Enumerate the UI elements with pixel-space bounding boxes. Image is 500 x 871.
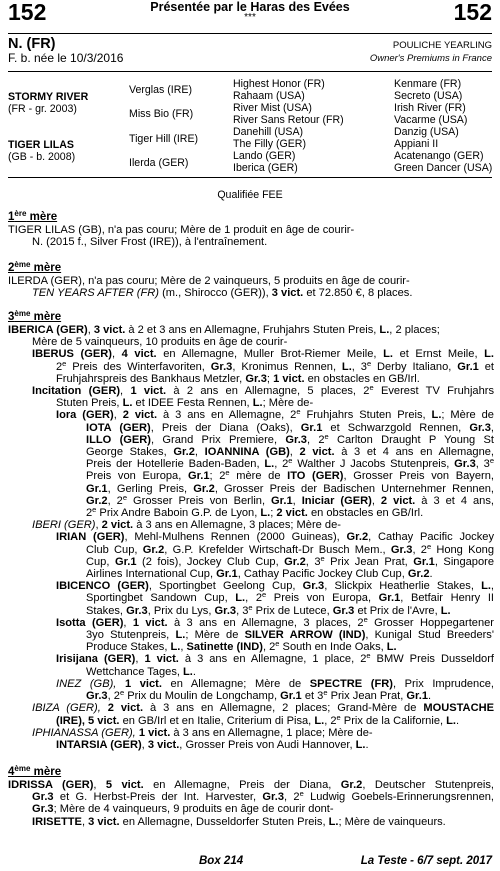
iora-line-1: Iora (GER), 2 vict. à 3 ans en Allemagne, 2e Fruhjahrs Stuten Preis, L.; Mère de: [56, 409, 494, 422]
baboin-line: 2e Prix Andre Baboin G.P. de Lyon, L.; 2 vict. en obstacles en GB/Irl.: [86, 507, 424, 520]
produce-line: Produce Stakes, L., Satinette (IND), 2e South en Inde Oaks, L.: [86, 641, 397, 654]
pedigree-gen4-6: Appiani II: [394, 138, 439, 150]
consignor-title: Présentée par le Haras des Evées: [150, 0, 350, 14]
second-dam-line-1: ILERDA (GER), n'a pas couru; Mère de 2 vainqueurs, 5 produits en âge de courir-: [8, 275, 410, 287]
stakes-line: Stakes, Gr.3, Prix du Lys, Gr.3, 3e Prix de Lutece, Gr.3 et Prix de l'Avre, L.: [86, 604, 451, 617]
iphianassa-line: IPHIANASSA (GER), 1 vict. à 3 ans en Allemagne, 1 place; Mère de-: [32, 726, 373, 739]
first-dam-line-2: N. (2015 f., Silver Frost (IRE)), à l'entraînement.: [32, 236, 268, 249]
section-heading-2: 2ème mère: [8, 260, 62, 274]
second-dam-line-2: TEN YEARS AFTER (FR) (m., Shirocco (GER)), 3 vict. et 72.850 €, 8 places.: [32, 287, 413, 300]
iberus-line-3: Fruhjahrspreis des Bankhaus Metzler, Gr.3; 1 vict. en obstacles en GB/Irl.: [56, 372, 420, 385]
first-dam-line-1: TIGER LILAS (GB), n'a pas couru; Mère de 1 produit en âge de courir-: [8, 224, 355, 236]
pedigree-dam-info: (GB - b. 2008): [8, 151, 76, 163]
pedigree-gen3-1: Highest Honor (FR): [233, 78, 325, 90]
stutenpreis-line: 3yo Stutenpreis, L.; Mère de SILVER ARROW (IND), Kunigal Stud Breeders': [86, 629, 494, 642]
pedigree-gen3-5: Danehill (USA): [233, 126, 304, 138]
ibiza-line: IBIZA (GER), 2 vict. à 3 ans en Allemagne, 2 places; Grand-Mère de MOUSTACHE: [32, 702, 494, 715]
section-fourth-dam: [8, 766, 494, 828]
pedigree-sire-info: (FR - gr. 2003): [8, 103, 77, 115]
pedigree-bottom-rule: [8, 177, 492, 178]
section-heading-1: 1ère mère: [8, 209, 58, 223]
pedigree-gen4-5: Danzig (USA): [394, 126, 459, 138]
incitation-line-2: Stuten Preis, L. et IDEE Festa Rennen, L.; Mère de-: [56, 397, 314, 410]
airlines-line: Airlines International Cup, Gr.1, Cathay Pacific Jockey Club Cup, Gr.2.: [86, 568, 433, 581]
pedigree-gen2-2: Miss Bio (FR): [129, 108, 194, 120]
idrissa-line-1: IDRISSA (GER), 5 vict. en Allemagne, Preis der Diana, Gr.2, Deutscher Stutenpreis,: [8, 779, 494, 791]
consignor-stars: ***: [244, 12, 256, 23]
footer-sale: La Teste - 6/7 sept. 2017: [360, 855, 492, 867]
pedigree-top-rule: [8, 71, 492, 72]
irisijana-line: Irisijana (GER), 1 vict. à 3 ans en Allemagne, 1 place, 2e BMW Preis Dusseldorf: [56, 653, 494, 666]
pedigree-gen3-7: Lando (GER): [233, 150, 296, 162]
inez-line: INEZ (GB), 1 vict. en Allemagne; Mère de SPECTRE (FR), Prix Imprudence,: [56, 677, 494, 690]
iberica-line-2: Mère de 5 vainqueurs, 10 produits en âge de courir-: [32, 336, 288, 349]
irisette-line: IRISETTE, 3 vict. en Allemagne, Dusseldorfer Stuten Preis, L.; Mère de vainqueurs.: [32, 815, 446, 828]
gerling-line: Gr.1, Gerling Preis, Gr.2, Grosser Preis der Badischen Unternehmer Rennen,: [86, 482, 494, 495]
lot-number-left: 152: [8, 0, 47, 25]
longchamp-line: Gr.3, 2e Prix du Moulin de Longchamp, Gr.1 et 3e Prix Jean Prat, Gr.1.: [86, 690, 432, 703]
illo-line: ILLO (GER), Grand Prix Premiere, Gr.3, 2e Carlton Draught P Young St: [86, 433, 494, 446]
pedigree-gen4-8: Green Dancer (USA): [394, 162, 493, 174]
ibicenco-line: IBICENCO (GER), Sportingbet Geelong Cup, Gr.3, Slickpix Heatherlie Stakes, L.,: [56, 580, 494, 593]
pedigree-gen2-4: Ilerda (GER): [129, 157, 189, 169]
pedigree-gen3-8: Iberica (GER): [233, 162, 298, 174]
section-heading-4: 4ème mère: [8, 764, 62, 778]
pedigree-gen2-3: Tiger Hill (IRE): [129, 133, 199, 145]
iota-line: IOTA (GER), Preis der Diana (Oaks), Gr.1 et Schwarzgold Rennen, Gr.3,: [86, 421, 494, 434]
moustache-line: (IRE), 5 vict. en GB/Irl et en Italie, Criterium di Pisa, L., 2e Prix de la Californie, L..: [56, 714, 460, 727]
isotta-line: Isotta (GER), 1 vict. à 3 ans en Allemagne, 3 places, 2e Grosser Hoppegartener: [56, 616, 494, 629]
pedigree-gen4-2: Secreto (USA): [394, 90, 463, 102]
clubcup-line: Club Cup, Gr.2, G.P. Krefelder Wirtschaft-Dr Busch Mem., Gr.3, 2e Hong Kong: [86, 543, 494, 556]
section-heading-3: 3ème mère: [8, 309, 62, 323]
sex-label: POULICHE YEARLING: [392, 40, 492, 51]
pedigree-gen4-1: Kenmare (FR): [394, 78, 462, 90]
pedigree-gen2-1: Verglas (IRE): [129, 84, 192, 96]
footer-box: Box 214: [199, 855, 244, 867]
section-first-dam: [8, 211, 494, 248]
pedigree-dam: TIGER LILAS: [8, 139, 74, 151]
qualification: Qualifiée FEE: [217, 189, 283, 201]
section-second-dam: [8, 262, 494, 299]
header-rule: [8, 33, 492, 34]
iberica-line-1: IBERICA (GER), 3 vict. à 2 et 3 ans en Allemagne, Fruhjahrs Stuten Preis, L., 2 places;: [8, 324, 440, 336]
pedigree-gen4-4: Vacarme (USA): [394, 114, 468, 126]
pedigree-gen3-6: The Filly (GER): [233, 138, 306, 150]
iberus-line-2: 2e Preis des Winterfavoriten, Gr.3, Kronimus Rennen, L., 3e Derby Italiano, Gr.1 et: [56, 360, 494, 373]
pedigree-sire: STORMY RIVER: [8, 91, 89, 103]
pedigree-gen4-7: Acatenango (GER): [394, 150, 484, 162]
pedigree-gen3-4: River Sans Retour (FR): [233, 114, 344, 126]
pedigree-gen4-3: Irish River (FR): [394, 102, 466, 114]
horse-birth: F. b. née le 10/3/2016: [8, 51, 124, 65]
idrissa-line-2: Gr.3 et G. Herbst-Preis der Int. Harvester, Gr.3, 2e Ludwig Goebels-Erinnerungsrennen,: [32, 791, 494, 804]
section-third-dam: [8, 311, 494, 751]
irian-line: IRIAN (GER), Mehl-Mulhens Rennen (2000 Guineas), Gr.2, Cathay Pacific Jockey: [56, 531, 494, 544]
george-line: George Stakes, Gr.2, IOANNINA (GB), 2 vict. à 3 et 4 ans en Allemagne,: [86, 446, 494, 459]
hotellerie-line: Preis der Hotellerie Baden-Baden, L., 2e Walther J Jacobs Stutenpreis, Gr.3, 3e: [86, 458, 494, 471]
incitation-line-1: Incitation (GER), 1 vict. à 2 ans en Allemagne, 5 places, 2e Everest TV Fruhjahrs: [32, 385, 494, 398]
owner-premiums-note: Owner's Premiums in France: [369, 53, 492, 64]
berlin-line: Gr.2, 2e Grosser Preis von Berlin, Gr.1, Iniciar (GER), 2 vict. à 3 et 4 ans,: [86, 494, 494, 507]
pedigree-gen3-2: Rahaam (USA): [233, 90, 305, 102]
horse-name: N. (FR): [8, 36, 56, 52]
wettchance-line: Wettchance Tages, L..: [86, 665, 196, 678]
pedigree-gen3-3: River Mist (USA): [233, 102, 312, 114]
cup-line: Cup, Gr.1 (2 fois), Jockey Club Cup, Gr.2, 3e Prix Jean Prat, Gr.1, Singapore: [86, 555, 494, 568]
lot-number-right: 152: [453, 0, 492, 25]
europa-line: Preis von Europa, Gr.1; 2e mère de ITO (GER), Grosser Preis von Bayern,: [86, 470, 494, 483]
intarsia-line: INTARSIA (GER), 3 vict., Grosser Preis von Audi Hannover, L..: [56, 738, 369, 751]
idrissa-line-3: Gr.3; Mère de 4 vainqueurs, 9 produits en âge de courir dont-: [32, 803, 334, 816]
iberus-line-1: IBERUS (GER), 4 vict. en Allemagne, Muller Brot-Riemer Meile, L. et Ernst Meile, L.: [32, 348, 494, 361]
iberi-line: IBERI (GER), 2 vict. à 3 ans en Allemagne, 3 places; Mère de-: [32, 519, 341, 532]
sandown-line: Sportingbet Sandown Cup, L., 2e Preis von Europa, Gr.1, Betfair Henry II: [86, 592, 494, 605]
